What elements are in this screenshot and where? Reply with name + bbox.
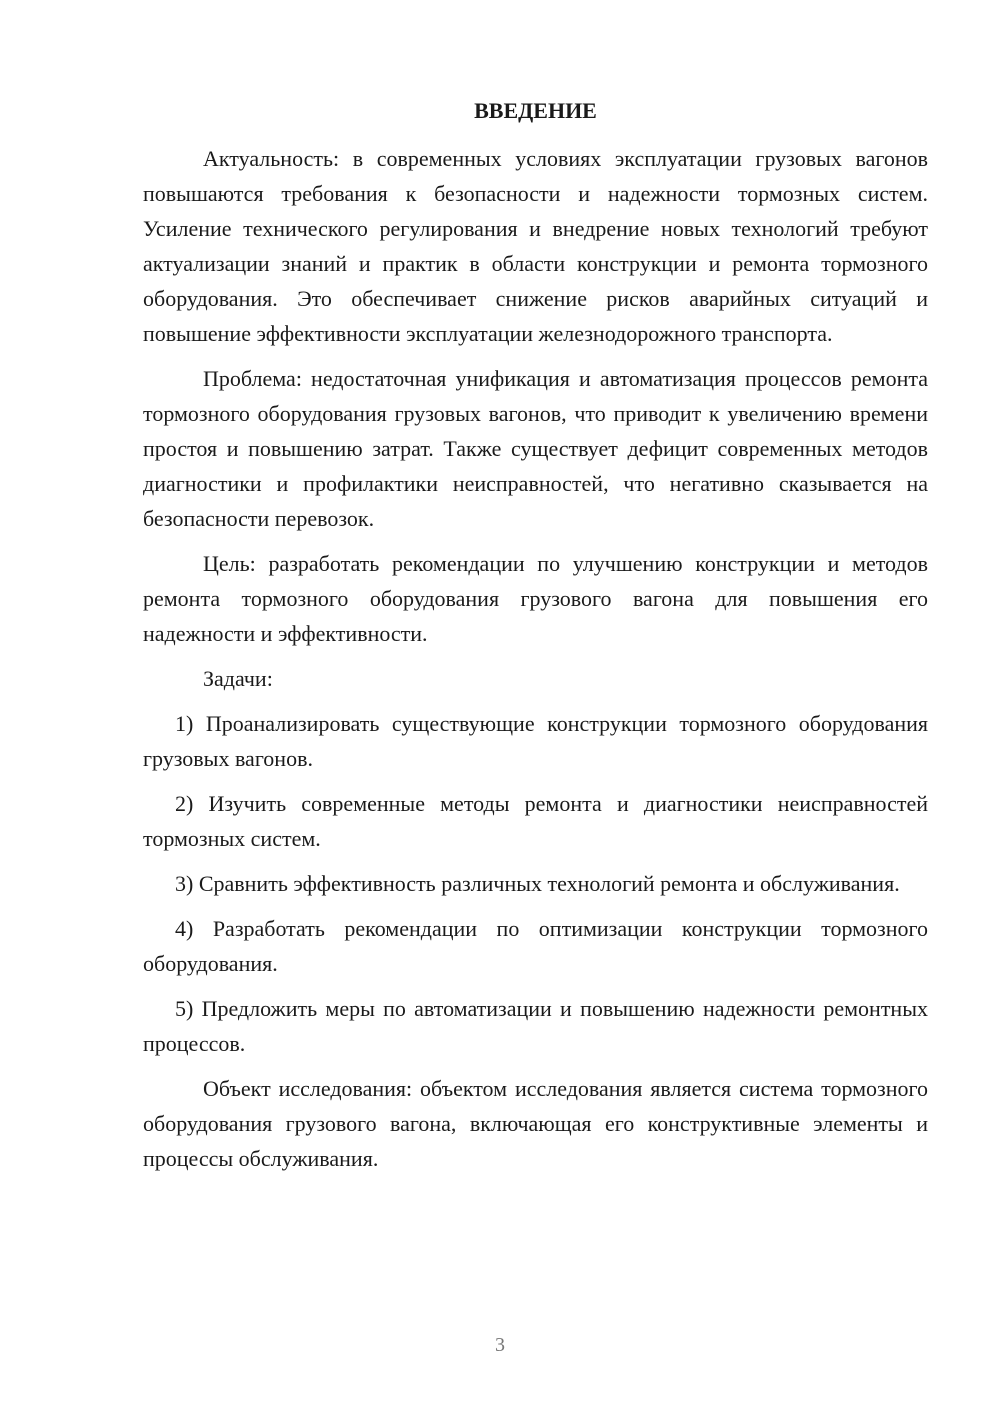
task-item: 5) Предложить меры по автоматизации и повышению надежности ремонтных процессов. bbox=[143, 996, 928, 1056]
document-page bbox=[143, 94, 928, 1186]
task-item: 4) Разработать рекомендации по оптимизации конструкции тормозного оборудования. bbox=[143, 916, 928, 976]
object-paragraph: Объект исследования: объектом исследования является система тормозного оборудования грузового вагона, включающая его конструктивные элементы и процессы обслуживания. bbox=[143, 1076, 928, 1171]
task-item: 2) Изучить современные методы ремонта и диагностики неисправностей тормозных систем. bbox=[143, 791, 928, 851]
relevance-paragraph: Актуальность: в современных условиях эксплуатации грузовых вагонов повышаются требования к безопасности и надежности тормозных систем. Усиление технического регулирования и внедрение новых технологий требуют актуализации знаний и практик в области конструкции и ремонта тормозного оборудования. Это обеспечивает снижение рисков аварийных ситуаций и повышение эффективности эксплуатации железнодорожного транспорта. bbox=[143, 146, 928, 346]
goal-paragraph: Цель: разработать рекомендации по улучшению конструкции и методов ремонта тормозного оборудования грузового вагона для повышения его надежности и эффективности. bbox=[143, 551, 928, 646]
problem-paragraph: Проблема: недостаточная унификация и автоматизация процессов ремонта тормозного оборудования грузовых вагонов, что приводит к увеличению времени простоя и повышению затрат. Также существует дефицит современных методов диагностики и профилактики неисправностей, что негативно сказывается на безопасности перевозок. bbox=[143, 366, 928, 531]
task-item: 3) Сравнить эффективность различных технологий ремонта и обслуживания. bbox=[175, 871, 900, 896]
task-item: 1) Проанализировать существующие конструкции тормозного оборудования грузовых вагонов. bbox=[143, 711, 928, 771]
page-number: 3 bbox=[495, 1334, 505, 1356]
page-title: ВВЕДЕНИЕ bbox=[474, 98, 597, 123]
tasks-heading: Задачи: bbox=[203, 666, 273, 691]
